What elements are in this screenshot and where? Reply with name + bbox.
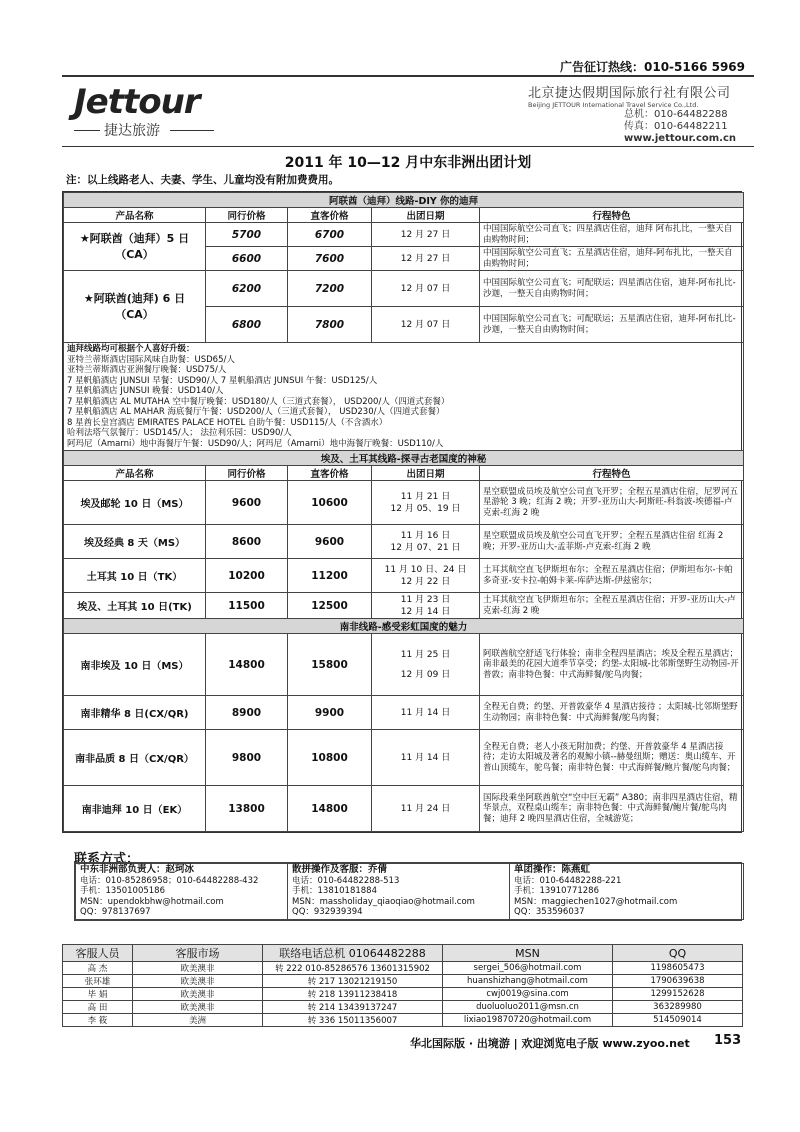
feature-text: 全程无自费；老人小孩无附加费；约堡、开普敦豪华 4 星酒店接待；走访太阳城及著名的观鲸小镇--赫曼纽斯；赠送：奥山缆车、开普山顶缆车，鸵鸟餐；南非特色餐：中式海鲜餐/鲍片餐/鸵鸟肉餐； bbox=[480, 730, 744, 786]
contact-card bbox=[76, 864, 288, 920]
col-departure-date: 出团日期 bbox=[372, 466, 480, 481]
peer-price: 14800 bbox=[206, 634, 288, 696]
peer-price: 9800 bbox=[206, 730, 288, 786]
col-service-phone: 联络电话总机 01064482288 bbox=[263, 945, 443, 962]
upgrade-options bbox=[64, 343, 744, 451]
col-features: 行程特色 bbox=[480, 208, 744, 223]
header-rule-bottom bbox=[62, 146, 754, 147]
feature-text: 国际段乘坐阿联酋航空“空中巨无霸” A380；南非四星酒店住宿，精华景点，双程桌山缆车；南非特色餐：中式海鲜餐/鲍片餐/鸵鸟肉餐；迪拜 2 晚四星酒店住宿，全城游览； bbox=[480, 786, 744, 832]
direct-price: 7600 bbox=[288, 247, 372, 271]
contact-mobile: 手机：13501005186 bbox=[80, 886, 165, 896]
contact-head: 中东非洲部负责人：赵珂冰 bbox=[80, 864, 195, 875]
logo-chinese: 捷达旅游 bbox=[104, 123, 160, 139]
col-service-market: 客服市场 bbox=[133, 945, 263, 962]
contact-phone: 电话：010-64482288-513 bbox=[292, 875, 400, 886]
col-peer-price: 同行价格 bbox=[206, 466, 288, 481]
staff-phone: 转 218 13911238418 bbox=[263, 988, 443, 1001]
table-row bbox=[64, 223, 744, 247]
peer-price: 6200 bbox=[206, 271, 288, 307]
product-name: 土耳其 10 日（TK） bbox=[64, 559, 206, 593]
upgrade-line: 哈利法塔气氛餐厅：USD145/人； 法拉利乐园：USD90/人 bbox=[67, 428, 292, 438]
contact-card bbox=[288, 864, 510, 920]
feature-text: 土耳其航空直飞伊斯坦布尔；全程五星酒店住宿；伊斯坦布尔-卡帕多奇亚-安卡拉-帕姆卡莱-库萨达斯-伊兹密尔； bbox=[480, 559, 744, 593]
product-title: ★阿联酋（迪拜）5 日 bbox=[79, 231, 190, 245]
col-service-staff: 客服人员 bbox=[63, 945, 133, 962]
staff-qq: 363289980 bbox=[613, 1001, 743, 1014]
staff-msn: cwj0019@sina.com bbox=[443, 988, 613, 1001]
product-name: 南非品质 8 日（CX/QR） bbox=[64, 730, 206, 786]
peer-price: 6600 bbox=[206, 247, 288, 271]
departure-date: 11 月 14 日 bbox=[372, 696, 480, 730]
feature-text: 中国国际航空公司直飞；可配联运；四星酒店住宿，迪拜-阿布扎比-沙迦，一整天自由购物时间； bbox=[480, 271, 744, 307]
staff-market: 欧美澳非 bbox=[133, 975, 263, 988]
table-row bbox=[64, 730, 744, 786]
direct-price: 10600 bbox=[288, 481, 372, 525]
page-note: 注：以上线路老人、夫妻、学生、儿童均没有附加费费用。 bbox=[66, 174, 339, 186]
staff-name: 高 田 bbox=[63, 1001, 133, 1014]
staff-phone: 转 217 13021219150 bbox=[263, 975, 443, 988]
peer-price: 8600 bbox=[206, 525, 288, 559]
product-name: 埃及经典 8 天（MS） bbox=[64, 525, 206, 559]
company-fax: 传真：010-64482211 bbox=[624, 121, 728, 132]
contact-qq: QQ：353596037 bbox=[514, 907, 585, 917]
upgrade-line: 7 星帆船酒店 AL MAHAR 海底餐厅午餐：USD200/人（三道式套餐）， USD230/人（四道式套餐） bbox=[67, 407, 445, 417]
peer-price: 10200 bbox=[206, 559, 288, 593]
staff-phone: 转 214 13439137247 bbox=[263, 1001, 443, 1014]
col-features: 行程特色 bbox=[480, 466, 744, 481]
product-name bbox=[64, 223, 206, 271]
logo-rule-left bbox=[74, 130, 100, 131]
logo-wordmark: Jettour bbox=[74, 82, 200, 122]
contact-title: 联系方式： bbox=[74, 852, 140, 867]
table-row bbox=[64, 696, 744, 730]
contact-phone: 电话：010-85286958；010-64482288-432 bbox=[80, 875, 259, 886]
table-row bbox=[64, 634, 744, 696]
company-info bbox=[528, 82, 758, 145]
departure-date: 11 月 21 日 12 月 05、19 日 bbox=[372, 481, 480, 525]
section-uae-header: 阿联酋（迪拜）线路-DIY 你的迪拜 bbox=[64, 193, 744, 208]
direct-price: 14800 bbox=[288, 786, 372, 832]
col-product-name: 产品名称 bbox=[64, 466, 206, 481]
col-departure-date: 出团日期 bbox=[372, 208, 480, 223]
col-direct-price: 直客价格 bbox=[288, 466, 372, 481]
company-phone: 总机：010-64482288 bbox=[624, 109, 728, 120]
peer-price: 11500 bbox=[206, 593, 288, 619]
staff-name: 高 杰 bbox=[63, 962, 133, 975]
company-name-en: Beijing JETTOUR International Travel Service Co.,Ltd. bbox=[528, 101, 699, 109]
page-number: 153 bbox=[714, 1033, 742, 1048]
upgrade-line: 8 星酋长皇宫酒店 EMIRATES PALACE HOTEL 自助午餐：USD115/人（不含酒水） bbox=[67, 417, 388, 428]
product-name: 南非精华 8 日(CX/QR) bbox=[64, 696, 206, 730]
peer-price: 5700 bbox=[206, 223, 288, 247]
staff-market: 美洲 bbox=[133, 1014, 263, 1027]
feature-text: 星空联盟成员埃及航空公司直飞开罗；全程五星酒店住宿 红海 2 晚；开罗-亚历山大-孟菲斯-卢克索-红海 2 晚 bbox=[480, 525, 744, 559]
staff-market: 欧美澳非 bbox=[133, 962, 263, 975]
company-name-cn: 北京捷达假期国际旅行社有限公司 bbox=[528, 86, 731, 101]
staff-qq: 514509014 bbox=[613, 1014, 743, 1027]
direct-price: 10800 bbox=[288, 730, 372, 786]
peer-price: 8900 bbox=[206, 696, 288, 730]
staff-qq: 1198605473 bbox=[613, 962, 743, 975]
product-title: ★阿联酋(迪拜) 6 日 bbox=[83, 291, 186, 305]
product-name: 埃及邮轮 10 日（MS） bbox=[64, 481, 206, 525]
col-direct-price: 直客价格 bbox=[288, 208, 372, 223]
departure-date: 11 月 25 日 12 月 09 日 bbox=[372, 634, 480, 696]
product-name: 南非迪拜 10 日（EK） bbox=[64, 786, 206, 832]
contact-msn: MSN：massholiday_qiaoqiao@hotmail.com bbox=[292, 896, 475, 907]
staff-name: 张环雄 bbox=[63, 975, 133, 988]
staff-qq: 1299152628 bbox=[613, 988, 743, 1001]
upgrade-line: 7 星帆船酒店 AL MUTAHA 空中餐厅晚餐：USD180/人（三道式套餐）， USD200/人（四道式套餐） bbox=[67, 396, 450, 407]
staff-phone: 转 336 15011356007 bbox=[263, 1014, 443, 1027]
ad-hotline: 广告征订热线：010-5166 5969 bbox=[560, 60, 746, 74]
staff-name: 毕 娟 bbox=[63, 988, 133, 1001]
product-name: 南非埃及 10 日（MS） bbox=[64, 634, 206, 696]
staff-name: 李 筱 bbox=[63, 1014, 133, 1027]
table-row bbox=[63, 988, 743, 1001]
contact-mobile: 手机：13810181884 bbox=[292, 886, 377, 896]
contact-box bbox=[74, 862, 742, 921]
table-row bbox=[64, 525, 744, 559]
page-footer: 华北国际版 · 出境游 | 欢迎浏览电子版 www.zyoo.net bbox=[410, 1037, 690, 1050]
table-row bbox=[64, 271, 744, 307]
product-name: 埃及、土耳其 10 日(TK) bbox=[64, 593, 206, 619]
table-row bbox=[64, 481, 744, 525]
section-egypt-turkey-header: 埃及、土耳其线路-探寻古老国度的神秘 bbox=[64, 451, 744, 466]
contact-card bbox=[510, 864, 744, 920]
table-row bbox=[63, 975, 743, 988]
contact-head: 散拼操作及客服：乔倩 bbox=[292, 864, 388, 875]
col-service-qq: QQ bbox=[613, 945, 743, 962]
direct-price: 11200 bbox=[288, 559, 372, 593]
section-south-africa-header: 南非线路-感受彩虹国度的魅力 bbox=[64, 619, 744, 634]
staff-msn: lixiao19870720@hotmail.com bbox=[443, 1014, 613, 1027]
departure-date: 11 月 14 日 bbox=[372, 730, 480, 786]
staff-msn: huanshizhang@hotmail.com bbox=[443, 975, 613, 988]
contact-qq: QQ：978137697 bbox=[80, 907, 151, 917]
staff-market: 欧美澳非 bbox=[133, 1001, 263, 1014]
departure-date: 12 月 07 日 bbox=[372, 307, 480, 343]
product-name bbox=[64, 271, 206, 343]
staff-market: 欧美澳非 bbox=[133, 988, 263, 1001]
feature-text: 土耳其航空直飞伊斯坦布尔；全程五星酒店住宿；开罗-亚历山大-卢克索-红海 2 晚 bbox=[480, 593, 744, 619]
direct-price: 6700 bbox=[288, 223, 372, 247]
contact-head: 单团操作：陈燕虹 bbox=[514, 864, 591, 875]
jettour-logo bbox=[74, 82, 224, 138]
direct-price: 12500 bbox=[288, 593, 372, 619]
staff-msn: duoluoluo2011@msn.cn bbox=[443, 1001, 613, 1014]
peer-price: 6800 bbox=[206, 307, 288, 343]
page-title: 2011 年 10—12 月中东非洲出团计划 bbox=[284, 155, 532, 171]
table-row bbox=[64, 786, 744, 832]
contact-qq: QQ：932939394 bbox=[292, 907, 363, 917]
company-website[interactable]: www.jettour.com.cn bbox=[624, 133, 737, 144]
table-row bbox=[64, 593, 744, 619]
departure-date: 12 月 27 日 bbox=[372, 247, 480, 271]
tour-plan-table bbox=[62, 191, 742, 833]
col-product-name: 产品名称 bbox=[64, 208, 206, 223]
upgrade-options-row bbox=[64, 343, 744, 451]
departure-date: 11 月 10 日、24 日 12 月 22 日 bbox=[372, 559, 480, 593]
logo-rule-right bbox=[170, 130, 214, 131]
staff-phone: 转 222 010-85286576 13601315902 bbox=[263, 962, 443, 975]
staff-msn: sergei_506@hotmail.com bbox=[443, 962, 613, 975]
contact-msn: MSN：maggiechen1027@hotmail.com bbox=[514, 896, 678, 907]
header-rule bbox=[62, 75, 754, 77]
departure-date: 11 月 23 日 12 月 14 日 bbox=[372, 593, 480, 619]
feature-text: 中国国际航空公司直飞；四星酒店住宿，迪拜 阿布扎比，一整天自由购物时间； bbox=[480, 223, 744, 247]
departure-date: 12 月 07 日 bbox=[372, 271, 480, 307]
direct-price: 15800 bbox=[288, 634, 372, 696]
contact-mobile: 手机：13910771286 bbox=[514, 886, 599, 896]
peer-price: 9600 bbox=[206, 481, 288, 525]
contact-msn: MSN：upendokbhw@hotmail.com bbox=[80, 896, 224, 907]
feature-text: 星空联盟成员埃及航空公司直飞开罗；全程五星酒店住宿，尼罗河五星游轮 3 晚；红海 2 晚；开罗-亚历山大-阿斯旺-科翁波-埃德福-卢克索-红海 2 晚 bbox=[480, 481, 744, 525]
feature-text: 中国国际航空公司直飞；可配联运；五星酒店住宿，迪拜-阿布扎比-沙迦，一整天自由购物时间； bbox=[480, 307, 744, 343]
upgrade-line: 阿玛尼（Amarni）地中海餐厅午餐：USD90/人；阿玛尼（Amarni）地中海餐厅晚餐：USD110/人 bbox=[67, 438, 444, 449]
customer-service-table bbox=[62, 944, 742, 1027]
feature-text: 中国国际航空公司直飞；五星酒店住宿，迪拜-阿布扎比，一整天自由购物时间； bbox=[480, 247, 744, 271]
col-service-msn: MSN bbox=[443, 945, 613, 962]
direct-price: 7200 bbox=[288, 271, 372, 307]
peer-price: 13800 bbox=[206, 786, 288, 832]
table-row bbox=[63, 962, 743, 975]
table-row bbox=[63, 1014, 743, 1027]
upgrade-line: 7 星帆船酒店 JUNSUI 早餐：USD90/人 7 星帆船酒店 JUNSUI 午餐：USD125/人 bbox=[67, 375, 378, 386]
product-airline: （CA） bbox=[115, 307, 154, 321]
product-airline: （CA） bbox=[115, 247, 154, 261]
direct-price: 9600 bbox=[288, 525, 372, 559]
upgrade-line: 迪拜线路均可根据个人喜好升级： bbox=[67, 344, 195, 354]
contact-phone: 电话：010-64482288-221 bbox=[514, 875, 622, 886]
table-row bbox=[64, 559, 744, 593]
table-row bbox=[63, 1001, 743, 1014]
upgrade-line: 7 星帆船酒店 JUNSUI 晚餐：USD140/人 bbox=[67, 386, 224, 396]
departure-date: 12 月 27 日 bbox=[372, 223, 480, 247]
upgrade-line: 亚特兰蒂斯酒店亚洲餐厅晚餐：USD75/人 bbox=[67, 365, 227, 375]
direct-price: 9900 bbox=[288, 696, 372, 730]
staff-qq: 1790639638 bbox=[613, 975, 743, 988]
direct-price: 7800 bbox=[288, 307, 372, 343]
col-peer-price: 同行价格 bbox=[206, 208, 288, 223]
departure-date: 11 月 16 日 12 月 07、21 日 bbox=[372, 525, 480, 559]
upgrade-line: 亚特兰蒂斯酒店国际风味自助餐：USD65/人 bbox=[67, 354, 235, 365]
feature-text: 阿联酋航空舒适飞行体验；南非全程四星酒店；埃及全程五星酒店；南非最美的花园大道季节享受；约堡-太阳城-比邻斯堡野生动物园-开普敦；南非特色餐：中式海鲜餐/鸵鸟肉餐； bbox=[480, 634, 744, 696]
feature-text: 全程无自费；约堡、开普敦豪华 4 星酒店接待 ；太阳城-比邻斯堡野生动物园；南非特色餐：中式海鲜餐/鸵鸟肉餐； bbox=[480, 696, 744, 730]
departure-date: 11 月 24 日 bbox=[372, 786, 480, 832]
